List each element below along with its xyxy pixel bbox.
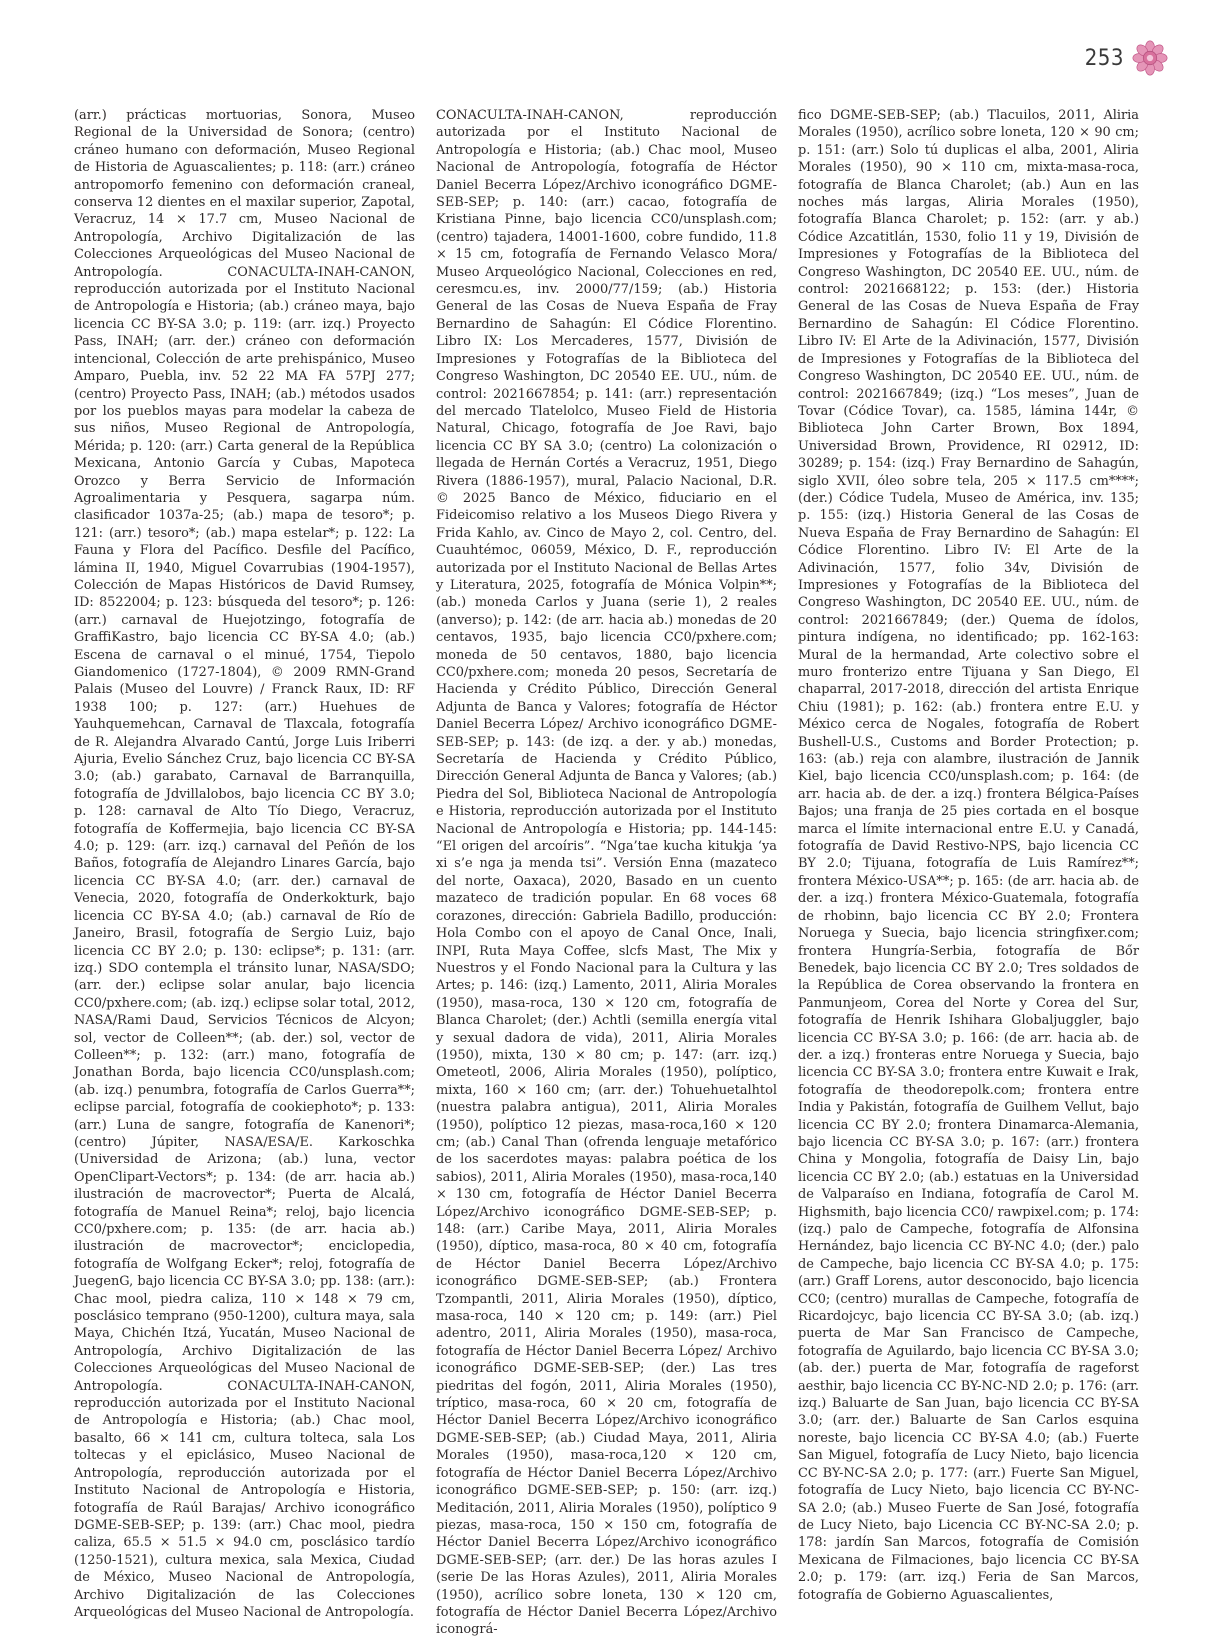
credits-text: (arr.) prácticas mortuorias, Sonora, Museo Regional de la Universidad de Sonora; (centro) cráneo humano con deformación, Museo Regional de Historia de Aguascalientes; p. 118: (arr.) cráneo antropomorfo femenino con deformación craneal, conserva 12 dientes en el maxilar superior, Zapotal, Veracruz, 14 × 17.7 cm, Museo Nacional de Antropología, Archivo Digitalización de las Colecciones Arqueológicas del Museo Nacional de Antropología. CONACULTA-INAH-CANON, reproducción autorizada por el Instituto Nacional de Antropología e Historia; (ab.) cráneo maya, bajo licencia CC BY-SA 3.0; p. 119: (arr. izq.) Proyecto Pass, INAH; (arr. der.) cráneo con deformación intencional, Colección de arte prehispánico, Museo Amparo, Puebla, inv. 52 22 MA FA 57PJ 277; (centro) Proyecto Pass, INAH; (ab.) métodos usados por los pueblos mayas para modelar la cabeza de sus niños, Museo Regional de Antropología, Mérida; p. 120: (arr.) Carta general de la República Mexicana, Antonio García y Cubas, Mapoteca Orozco y Berra Servicio de Información Agroalimentaria y Pesquera, sagarpa núm. clasificador 1037a-25; (ab.) mapa de tesoro*; p. 121: (arr.) tesoro*; (ab.) mapa estelar*; p. 122: La Fauna y Flora del Pacífico. Desfile del Pacífico, lámina II, 1940, Miguel Covarrubias (1904-1957), Colección de Mapas Históricos de David Rumsey, ID: 8522004; p. 123: búsqueda del tesoro*; p. 126: (arr.) carnaval de Huejotzingo, fotografía de GraffiKastro, bajo licencia CC BY-SA 4.0; (ab.) Escena de carnaval o el minué, 1754, Tiepolo Giandomenico (1727-1804), © 2009 RMN-Grand Palais (Museo del Louvre) / Franck Raux, ID: RF 1938 100; p. 127: (arr.) Huehues de Yauhquemehcan, Carnaval de Tlaxcala, fotografía de R. Alejandra Alvarado Cantú, Jorge Luis Iriberri Ajuria, Evelio Sánchez Cruz, bajo licencia CC BY-SA 3.0; (ab.) garabato, Carnaval de Barranquilla, fotografía de Jdvillalobos, bajo licencia CC BY 3.0; p. 128: carnaval de Alto Tío Diego, Veracruz, fotografía de Koffermejia, bajo licencia CC BY-SA 4.0; p. 129: (arr. izq.) carnaval del Peñón de los Baños, fotografía de Alejandro Linares García, bajo licencia CC BY-SA 4.0; (arr. der.) carnaval de Venecia, 2020, fotografía de Onderkokturk, bajo licencia CC BY-SA 4.0; (ab.) carnaval de Río de Janeiro, Brasil, fotografía de Sergio Luiz, bajo licencia CC BY 2.0; p. 130: eclipse*; p. 131: (arr. izq.) SDO contempla el tránsito lunar, NASA/SDO; (arr. der.) eclipse solar anular, bajo licencia CC0/pxhere.com; (ab. izq.) eclipse solar total, 2012, NASA/Rami Daud, Servicios Técnicos de Alcyon; sol, vector de Colleen**; (ab. der.) sol, vector de Colleen**; p. 132: (arr.) mano, fotografía de Jonathan Borda, bajo licencia CC0/unsplash.com; (ab. izq.) penumbra, fotografía de Carlos Guerra**; eclipse parcial, fotografía de cookiephoto*; p. 133: (arr.) Luna de sangre, fotografía de Kanenori*; (centro) Júpiter, NASA/ESA/E. Karkoschka (Universidad de Arizona; (ab.) luna, vector OpenClipart-Vectors*; p. 134: (de arr. hacia ab.) ilustración de macrovector*; Puerta de Alcalá, fotografía de Manuel Reina*; reloj, bajo licencia CC0/pxhere.com; p. 135: (de arr. hacia ab.) ilustración de macrovector*; enciclopedia, fotografía de Wolfgang Ecker*; reloj, fotografía de JuegenG, bajo licencia CC BY-SA 3.0; pp. 138: (arr.): Chac mool, piedra caliza, 110 × 148 × 79 cm, posclásico temprano (950-1200), cultura maya, sala Maya, Chichén Itzá, Yucatán, Museo Nacional de Antropología, Archivo Digitalización de las Colecciones Arqueológicas del Museo Nacional de Antropología. CONACULTA-INAH-CANON, reproducción autorizada por el Instituto Nacional de Antropología e Historia; (ab.) Chac mool, basalto, 66 × 141 cm, cultura tolteca, sala Los toltecas y el epiclásico, Museo Nacional de Antropología, reproducción autorizada por el Instituto Nacional de Antropología e Historia, fotografía de Raúl Barajas/ Archivo iconográfico DGME-SEB-SEP; p. 139: (arr.) Chac mool, piedra caliza, 65.5 × 51.5 × 94.0 cm, posclásico tardío (1250-1521), cultura mexica, sala Mexica, Ciudad de México, Museo Nacional de Antropología, Archivo Digitalización de las Colecciones Arqueológicas del Museo Nacional de Antropología. bbox=[74, 108, 415, 1620]
credits-column-3 bbox=[798, 107, 1139, 1603]
credits-column-2 bbox=[436, 107, 777, 1638]
credits-text: fico DGME-SEB-SEP; (ab.) Tlacuilos, 2011, Aliria Morales (1950), acrílico sobre loneta, 120 × 90 cm; p. 151: (arr.) Solo tú duplicas el alba, 2001, Aliria Morales (1950), 90 × 110 cm, mixta-masa-roca, fotografía de Blanca Charolet; (ab.) Aun en las noches más largas, Aliria Morales (1950), fotografía Blanca Charolet; p. 152: (arr. y ab.) Códice Azcatitlán, 1530, folio 11 y 19, División de Impresiones y Fotografías de la Biblioteca del Congreso Washington, DC 20540 EE. UU., núm. de control: 2021668122; p. 153: (der.) Historia General de las Cosas de Nueva España de Fray Bernardino de Sahagún: El Códice Florentino. Libro IV: El Arte de la Adivinación, 1577, División de Impresiones y Fotografías de la Biblioteca del Congreso Washington, DC 20540 EE. UU., núm. de control: 2021667849; (izq.) “Los meses”, Juan de Tovar (Códice Tovar), ca. 1585, lámina 144r, © Biblioteca John Carter Brown, Box 1894, Universidad Brown, Providence, RI 02912, ID: 30289; p. 154: (izq.) Fray Bernardino de Sahagún, siglo XVII, óleo sobre tela, 205 × 117.5 cm****; (der.) Códice Tudela, Museo de América, inv. 135; p. 155: (izq.) Historia General de las Cosas de Nueva España de Fray Bernardino de Sahagún: El Códice Florentino. Libro IV: El Arte de la Adivinación, 1577, folio 34v, División de Impresiones y Fotografías de la Biblioteca del Congreso Washington, DC 20540 EE. UU., núm. de control: 2021667849; (der.) Quema de ídolos, pintura indígena, no identificado; pp. 162-163: Mural de la hermandad, Arte colectivo sobre el muro fronterizo entre Tijuana y San Diego, El chaparral, 2017-2018, dirección del artista Enrique Chiu (1981); p. 162: (ab.) frontera entre E.U. y México cerca de Nogales, fotografía de Robert Bushell-U.S., Customs and Border Protection; p. 163: (ab.) reja con alambre, ilustración de Jannik Kiel, bajo licencia CC0/unsplash.com; p. 164: (de arr. hacia ab. de der. a izq.) frontera Bélgica-Países Bajos; una franja de 25 pies cortada en el bosque marca el límite internacional entre E.U. y Canadá, fotografía de David Restivo-NPS, bajo licencia CC BY 2.0; Tijuana, fotografía de Luis Ramírez**; frontera México-USA**; p. 165: (de arr. hacia ab. de der. a izq.) frontera México-Guatemala, fotografía de rhobinn, bajo licencia CC BY 2.0; Frontera Noruega y Suecia, bajo licencia stringfixer.com; frontera Hungría-Serbia, fotografía de Bőr Benedek, bajo licencia CC BY 2.0; Tres soldados de la República de Corea observando la frontera en Panmunjeom, Corea del Norte y Corea del Sur, fotografía de Henrik Ishihara Globaljuggler, bajo licencia CC BY-SA 3.0; p. 166: (de arr. hacia ab. de der. a izq.) fronteras entre Noruega y Suecia, bajo licencia CC BY-SA 3.0; frontera entre Kuwait e Irak, fotografía de theodorepolk.com; frontera entre India y Pakistán, fotografía de Guilhem Vellut, bajo licencia CC BY 2.0; frontera Dinamarca-Alemania, bajo licencia CC BY-SA 3.0; p. 167: (arr.) frontera China y Mongolia, fotografía de Daisy Lin, bajo licencia CC BY 2.0; (ab.) estatuas en la Universidad de Valparaíso en Indiana, fotografía de Carol M. Highsmith, bajo licencia CC0/ rawpixel.com; p. 174: (izq.) palo de Campeche, fotografía de Alfonsina Hernández, bajo licencia CC BY-NC 4.0; (der.) palo de Campeche, bajo licencia CC BY-SA 4.0; p. 175: (arr.) Graff Lorens, autor desconocido, bajo licencia CC0; (centro) murallas de Campeche, fotografía de Ricardojcyc, bajo licencia CC BY-SA 3.0; (ab. izq.) puerta de Mar San Francisco de Campeche, fotografía de Aguilardo, bajo licencia CC BY-SA 3.0; (ab. der.) puerta de Mar, fotografía de rageforst aesthir, bajo licencia CC BY-NC-ND 2.0; p. 176: (arr. izq.) Baluarte de San Juan, bajo licencia CC BY-SA 3.0; (arr. der.) Baluarte de San Carlos esquina noreste, bajo licencia CC BY-SA 4.0; (ab.) Fuerte San Miguel, fotografía de Lucy Nieto, bajo licencia CC BY-NC-SA 2.0; p. 177: (arr.) Fuerte San Miguel, fotografía de Lucy Nieto, bajo licencia CC BY-NC-SA 2.0; (ab.) Museo Fuerte de San José, fotografía de Lucy Nieto, bajo Licencia CC BY-NC-SA 2.0; p. 178: jardín San Marcos, fotografía de Comisión Mexicana de Filmaciones, bajo licencia CC BY-SA 2.0; p. 179: (arr. izq.) Feria de San Marcos, fotografía de Gobierno Aguascalientes, bbox=[798, 108, 1139, 1603]
page-header bbox=[1085, 40, 1168, 76]
credits-columns bbox=[74, 107, 1140, 1638]
credits-column-1 bbox=[74, 107, 415, 1620]
credits-text: CONACULTA-INAH-CANON, reproducción autorizada por el Instituto Nacional de Antropología e Historia; (ab.) Chac mool, Museo Nacional de Antropología, fotografía de Héctor Daniel Becerra López/Archivo iconográfico DGME-SEB-SEP; p. 140: (arr.) cacao, fotografía de Kristiana Pinne, bajo licencia CC0/unsplash.com; (centro) tajadera, 14001-1600, cobre fundido, 11.8 × 15 cm, fotografía de Fernando Velasco Mora/ Museo Arqueológico Nacional, Colecciones en red, ceresmcu.es, inv. 2000/77/159; (ab.) Historia General de las Cosas de Nueva España de Fray Bernardino de Sahagún: El Códice Florentino. Libro IX: Los Mercaderes, 1577, División de Impresiones y Fotografías de la Biblioteca del Congreso Washington, DC 20540 EE. UU., núm. de control: 2021667854; p. 141: (arr.) representación del mercado Tlatelolco, Museo Field de Historia Natural, Chicago, fotografía de Joe Ravi, bajo licencia CC BY SA 3.0; (centro) La colonización o llegada de Hernán Cortés a Veracruz, 1951, Diego Rivera (1886-1957), mural, Palacio Nacional, D.R. © 2025 Banco de México, fiduciario en el Fideicomiso relativo a los Museos Diego Rivera y Frida Kahlo, av. Cinco de Mayo 2, col. Centro, del. Cuauhtémoc, 06059, México, D. F., reproducción autorizada por el Instituto Nacional de Bellas Artes y Literatura, 2025, fotografía de Mónica Volpin**; (ab.) moneda Carlos y Juana (serie 1), 2 reales (anverso); p. 142: (de arr. hacia ab.) monedas de 20 centavos, 1935, bajo licencia CC0/pxhere.com; moneda de 50 centavos, 1880, bajo licencia CC0/pxhere.com; moneda 20 pesos, Secretaría de Hacienda y Crédito Público, Dirección General Adjunta de Banca y Valores; fotografía de Héctor Daniel Becerra López/ Archivo iconográfico DGME-SEB-SEP; p. 143: (de izq. a der. y ab.) monedas, Secretaría de Hacienda y Crédito Público, Dirección General Adjunta de Banca y Valores; (ab.) Piedra del Sol, Biblioteca Nacional de Antropología e Historia, reproducción autorizada por el Instituto Nacional de Antropología e Historia; pp. 144-145: “El origen del arcoíris”. “Nga’tae kucha kitukja ‘ya xi s’e nga ja menda tsi”. Versión Enna (mazateco del norte, Oaxaca), 2020, Basado en un cuento mazateco de tradición popular. En 68 voces 68 corazones, dirección: Gabriela Badillo, producción: Hola Combo con el apoyo de Canal Once, Inali, INPI, Ruta Maya Coffee, slcfs Mast, The Mix y Nuestros y el Fondo Nacional para la Cultura y las Artes; p. 146: (izq.) Lamento, 2011, Aliria Morales (1950), masa-roca, 130 × 120 cm, fotografía de Blanca Charolet; (der.) Achtli (semilla energía vital y sexual dadora de vida), 2011, Aliria Morales (1950), mixta, 130 × 80 cm; p. 147: (arr. izq.) Ometeotl, 2006, Aliria Morales (1950), políptico, mixta, 160 × 160 cm; (arr. der.) Tohuehuetalhtol (nuestra palabra antigua), 2011, Aliria Morales (1950), políptico 12 piezas, masa-roca,160 × 120 cm; (ab.) Canal Than (ofrenda lenguaje metafórico de los sacerdotes mayas: palabra poética de los sabios), 2011, Aliria Morales (1950), masa-roca,140 × 130 cm, fotografía de Héctor Daniel Becerra López/Archivo iconográfico DGME-SEB-SEP; p. 148: (arr.) Caribe Maya, 2011, Aliria Morales (1950), díptico, masa-roca, 80 × 40 cm, fotografía de Héctor Daniel Becerra López/Archivo iconográfico DGME-SEB-SEP; (ab.) Frontera Tzompantli, 2011, Aliria Morales (1950), díptico, masa-roca, 140 × 120 cm; p. 149: (arr.) Piel adentro, 2011, Aliria Morales (1950), masa-roca, fotografía de Héctor Daniel Becerra López/ Archivo iconográfico DGME-SEB-SEP; (der.) Las tres piedritas del fogón, 2011, Aliria Morales (1950), tríptico, masa-roca, 60 × 20 cm, fotografía de Héctor Daniel Becerra López/Archivo iconográfico DGME-SEB-SEP; (ab.) Ciudad Maya, 2011, Aliria Morales (1950), masa-roca,120 × 120 cm, fotografía de Héctor Daniel Becerra López/Archivo iconográfico DGME-SEB-SEP; p. 150: (arr. izq.) Meditación, 2011, Aliria Morales (1950), políptico 9 piezas, masa-roca, 150 × 150 cm, fotografía de Héctor Daniel Becerra López/Archivo iconográfico DGME-SEB-SEP; (arr. der.) De las horas azules I (serie De las Horas Azules), 2011, Aliria Morales (1950), acrílico sobre loneta, 130 × 120 cm, fotografía de Héctor Daniel Becerra López/Archivo iconográ- bbox=[436, 108, 777, 1638]
page-number: 253 bbox=[1084, 45, 1124, 71]
flower-icon bbox=[1132, 40, 1168, 76]
